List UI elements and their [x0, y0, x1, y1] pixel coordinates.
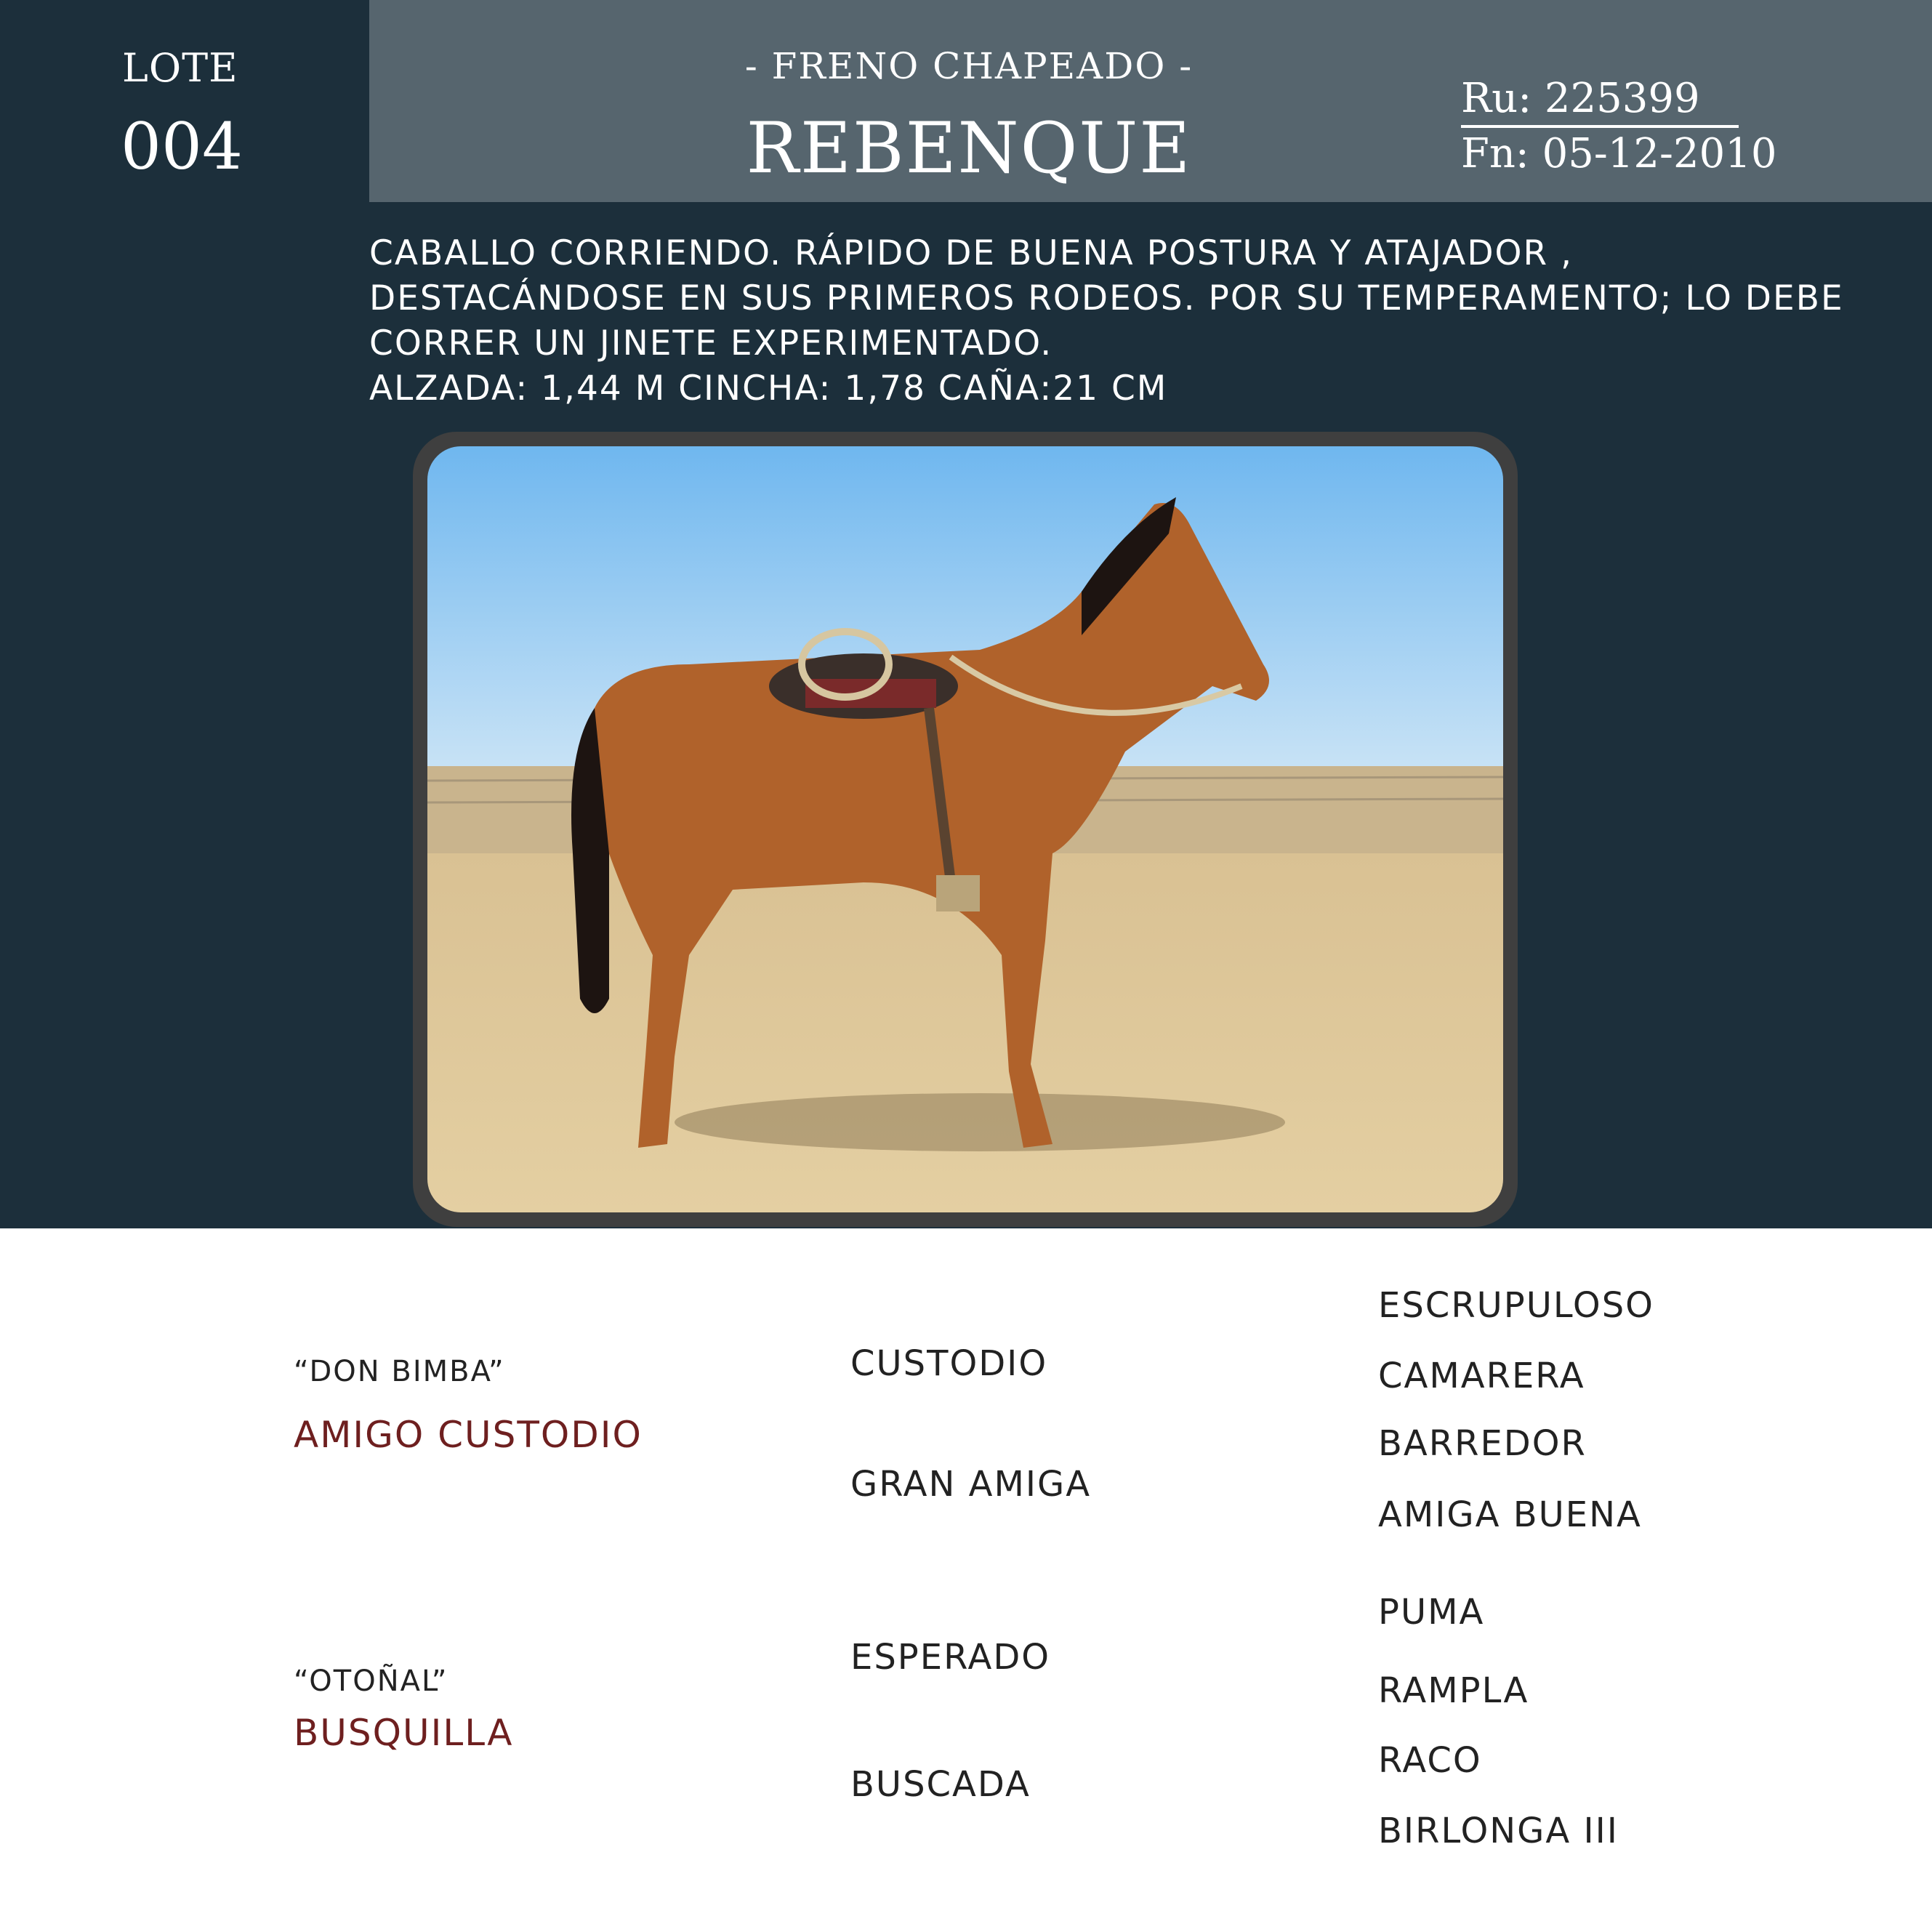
grandparent: BUSCADA [850, 1764, 1031, 1805]
lot-number: 004 [121, 109, 243, 184]
horse-photo-illustration [427, 446, 1503, 1212]
pedigree-section [0, 1228, 1932, 1932]
grandparent: ESPERADO [850, 1637, 1051, 1678]
sire-nickname: “DON BIMBA” [294, 1355, 505, 1388]
sire-name: AMIGO CUSTODIO [294, 1414, 643, 1456]
great-grandparent: PUMA [1378, 1592, 1485, 1633]
grandparent: CUSTODIO [850, 1343, 1048, 1384]
great-grandparent: AMIGA BUENA [1378, 1494, 1642, 1535]
dam-name: BUSQUILLA [294, 1712, 514, 1754]
category-title: - FRENO CHAPEADO - [744, 45, 1194, 87]
dam-nickname: “OTOÑAL” [294, 1665, 448, 1698]
birth-date: Fn: 05-12-2010 [1461, 130, 1777, 177]
horse-photo [427, 446, 1503, 1212]
registration-block [1461, 73, 1776, 180]
great-grandparent: ESCRUPULOSO [1378, 1285, 1654, 1326]
measurements-text: ALZADA: 1,44 M CINCHA: 1,78 CAÑA:21 CM [369, 369, 1168, 408]
great-grandparent: CAMARERA [1378, 1356, 1585, 1396]
great-grandparent: RAMPLA [1378, 1670, 1529, 1711]
photo-frame [413, 432, 1518, 1227]
horse-description [369, 231, 1867, 411]
great-grandparent: BIRLONGA III [1378, 1811, 1619, 1851]
great-grandparent: BARREDOR [1378, 1423, 1587, 1464]
lot-label: LOTE [122, 45, 238, 91]
header-bar [369, 0, 1932, 202]
lot-box [0, 0, 369, 202]
grandparent: GRAN AMIGA [850, 1464, 1092, 1505]
great-grandparent: RACO [1378, 1740, 1482, 1781]
description-text: CABALLO CORRIENDO. RÁPIDO DE BUENA POSTURA Y ATAJADOR , DESTACÁNDOSE EN SUS PRIMEROS RODEOS. POR SU TEMPERAMENTO; LO DEBE CORRER UN JINETE EXPERIMENTADO. [369, 233, 1844, 363]
horse-name: REBENQUE [746, 108, 1192, 189]
registration-number: Ru: 225399 [1461, 73, 1739, 128]
